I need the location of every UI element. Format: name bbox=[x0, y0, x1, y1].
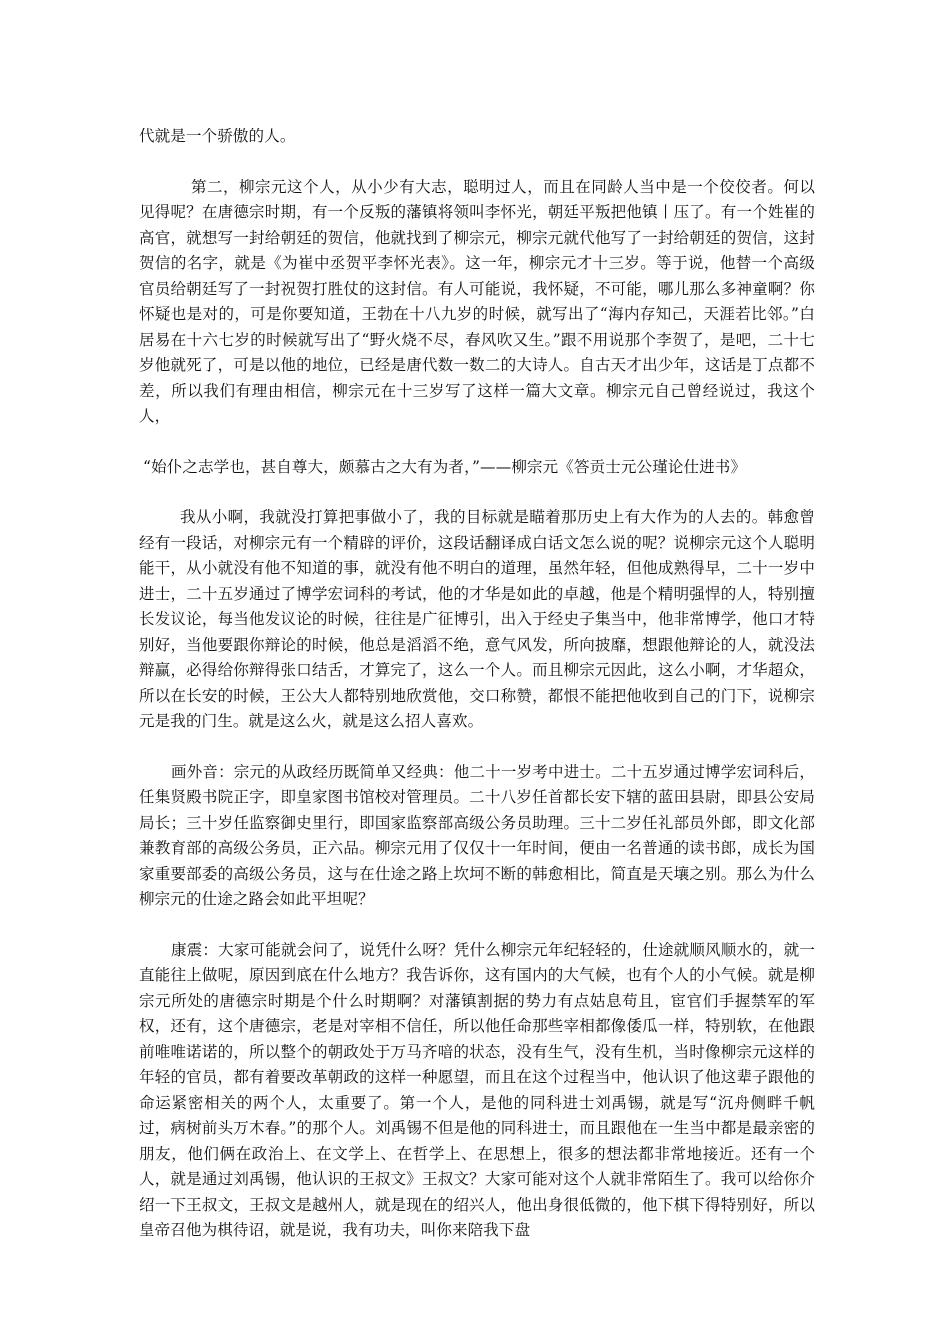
quotation-line: “始仆之志学也，甚自尊大，颇慕古之大有为者，”——柳宗元《答贡士元公瑾论仕进书》 bbox=[143, 457, 747, 476]
document-page bbox=[139, 124, 815, 1244]
paragraph-voiceover: 画外音：宗元的从政经历既简单又经典：他二十一岁考中进士。二十五岁通过博学宏词科后，任集贤殿书院正字，即皇家图书馆校对管理员。二十八岁任首都长安下辖的蓝田县尉，即县公安局局长；三十岁任监察御史里行，即国家监察部高级公务员助理。三十二岁任礼部员外郎，即文化部兼教育部的高级公务员，正六品。柳宗元用了仅仅十一年时间，便由一名普通的读书郎，成长为国家重要部委的高级公务员，这与在仕途之路上坎坷不断的韩愈相比，简直是天壤之别。那么为什么柳宗元的仕途之路会如此平坦呢？ bbox=[139, 762, 815, 908]
paragraph-han-yu-evaluation: 我从小啊，我就没打算把事做小了，我的目标就是瞄着那历史上有大作为的人去的。韩愈曾经有一段话，对柳宗元有一个精辟的评价，这段话翻译成白话文怎么说的呢？说柳宗元这个人聪明能干，从小就没有他不知道的事，就没有他不明白的道理，虽然年轻，但他成熟得早，二十一岁中进士，二十五岁通过了博学宏词科的考试，他的才华是如此的卓越，他是个精明强悍的人，特别擅长发议论，每当他发议论的时候，往往是广征博引，出入于经史子集当中，他非常博学，他口才特别好，当他要跟你辩论的时候，他总是滔滔不绝，意气风发，所向披靡，想跟他辩论的人，就没法辩赢，必得给你辩得张口结舌，才算完了，这么一个人。而且柳宗元因此，这么小啊，才华超众，所以在长安的时候，王公大人都特别地欣赏他，交口称赞，都恨不能把他收到自己的门下，说柳宗元是我的门生。就是这么火，就是这么招人喜欢。 bbox=[139, 508, 815, 730]
paragraph-continued: 代就是一个骄傲的人。 bbox=[139, 127, 296, 145]
paragraph-second-point: 第二，柳宗元这个人，从小少有大志，聪明过人，而且在同龄人当中是一个佼佼者。何以见得呢？在唐德宗时期，有一个反叛的藩镇将领叫李怀光，朝廷平叛把他镇丨压了。有一个姓崔的高官，就想写一封给朝廷的贺信，他就找到了柳宗元，柳宗元就代他写了一封给朝廷的贺信，这封贺信的名字，就是《为崔中丞贺平李怀光表》。这一年，柳宗元才十三岁。等于说，他替一个高级官员给朝廷写了一封祝贺打胜仗的这封信。有人可能说，我怀疑，不可能，哪儿那么多神童啊？你怀疑也是对的，可是你要知道，王勃在十八九岁的时候，就写出了“海内存知己，天涯若比邻。”白居易在十六七岁的时候就写出了“野火烧不尽，春风吹又生。”跟不用说那个李贺了，是吧，二十七岁他就死了，可是以他的地位，已经是唐代数一数二的大诗人。自古天才出少年，这话是丁点都不差，所以我们有理由相信，柳宗元在十三岁写了这样一篇大文章。柳宗元自己曾经说过，我这个人， bbox=[139, 177, 815, 425]
paragraph-kang-zhen: 康震：大家可能就会问了，说凭什么呀？凭什么柳宗元年纪轻轻的，仕途就顺风顺水的，就一直能往上做呢，原因到底在什么地方？我告诉你，这有国内的大气候，也有个人的小气候。就是柳宗元所处的唐德宗时期是个什么时期啊？对藩镇割据的势力有点姑息苟且，宦官们手握禁军的军权，还有，这个唐德宗，老是对宰相不信任，所以他任命那些宰相都像倭瓜一样，特别软，在他跟前唯唯诺诺的，所以整个的朝政处于万马齐喑的状态，没有生气，没有生机，当时像柳宗元这样的年轻的官员，都有着要改革朝政的这样一种愿望，而且在这个过程当中，他认识了他这辈子跟他的命运紧密相关的两个人，太重要了。第一个人，是他的同科进士刘禹锡，就是写“沉舟侧畔千帆过，病树前头万木春。”的那个人。刘禹锡不但是他的同科进士，而且跟他在一生当中都是最亲密的朋友，他们俩在政治上、在文学上、在哲学上、在思想上，很多的想法都非常地接近。还有一个人，就是通过刘禹锡，他认识的王叔文》王叔文？大家可能对这个人就非常陌生了。我可以给你介绍一下王叔文，王叔文是越州人，就是现在的绍兴人，他出身很低微的，他下棋下得特别好，所以皇帝召他为棋待诏，就是说，我有功夫，叫你来陪我下盘 bbox=[139, 940, 815, 1239]
